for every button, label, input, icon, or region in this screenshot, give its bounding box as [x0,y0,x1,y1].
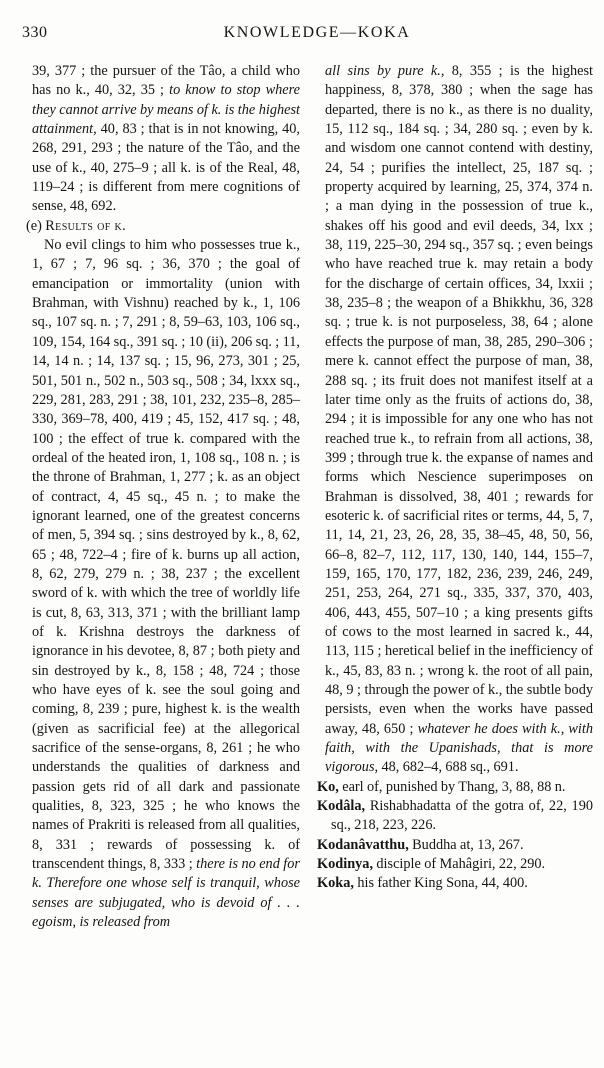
entry-headword: Kodâla, [317,798,366,815]
text-run: 8, 355 ; is the highest happiness, 8, 378, 380 ; when the sage has departed, there is no k., as there is no duality, 15, 112 sq., 184 sq. ; 34, 280 sq. ; even by k. and wisdom one cannot contend with destiny, 24, 54 ; purifies the intellect, 25, 187 sq. ; property acquired by learning, 25, 374, 374 n. ; a man dying in the possession of true k., shakes off his good and evil deeds, 34, lxx ; 38, 119, 225–30, 294 sq., 357 sq. ; even beings who have reached true k. may retain a body for the discharge of certain offices, 34, lxxii ; 38, 235–8 ; the weapon of a Bhikkhu, 36, 328 sq. ; true k. is not purposeless, 38, 64 ; alone effects the purpose of man, 38, 285, 290–306 ; mere k. cannot effect the purpose of man, 38, 288 sq. ; its fruit does not manifest itself at a later time only as the fruits of actions do, 38, 294 ; it is impossible for any one who has not reached true k., to refrain from all actions, 38, 399 ; through true k. the expanse of names and forms which Nescience superimposes on Brahman is dissolved, 38, 401 ; rewards for esoteric k. of sacrificial rites or terms, 44, 5, 7, 11, 14, 21, 23, 26, 28, 35, 38–45, 48, 50, 56, 66–8, 82–7, 112, 117, 130, 140, 144, 155–7, 159, 165, 170, 177, 182, 236, 239, 246, 249, 251, 253, 264, 271 sq., 335, 337, 370, 403, 406, 443, 455, 507–10 ; a king presents gifts of cows to the most learned in sacred k., 44, 113, 115 ; heretical belief in the inefficiency of k., 45, 83, 83 n. ; wrong k. the root of all pain, 48, 9 ; through the power of k., the subtle body persists, even when the works have passed away, 48, 650 ; [325,63,593,737]
italic-quote: whatever he does with k., with faith, with the Upanishads, that is more vigorous, [325,720,594,776]
page-header [22,24,582,46]
entry-headword: Kodinya, [317,856,374,873]
entry-text: Buddha at, 13, 267. [412,836,524,853]
entry-headword: Kodanâvatthu, [317,836,409,853]
entry-text: Rishabhadatta of the gotra of, 22, 190 sq., 218, 223, 226. [331,798,594,834]
entry-text: earl of, punished by Thang, 3, 88, 88 n. [342,778,566,795]
section-title: Results of k. [45,217,127,234]
index-entry [317,797,593,836]
results-paragraph [24,236,300,932]
text-run: 40, 83 ; that is in not knowing, 40, 268, 291, 293 ; the nature of the Tâo, and the use of k., 40, 275–9 ; all k. is of the Real, 48, 119–24 ; is different from mere cognitions of sense, 48, 692. [32,121,300,215]
entry-headword: Ko, [317,778,339,795]
text-run: 39, 377 ; the pursuer of the Tâo, a child who has no k., 40, 32, 35 ; [32,63,300,99]
italic-quote: all sins by pure k., [325,63,445,79]
left-column [24,62,300,932]
index-entry [317,874,593,893]
index-entry [317,836,593,855]
text-run: No evil clings to him who possesses true k., 1, 67 ; 7, 96 sq. ; 36, 370 ; the goal of emancipation or immortality (union with Brahman, with Vishnu) reached by k., 1, 106 sq., 107 sq. n. ; 7, 291 ; 8, 59–63, 103, 106 sq., 109, 154, 164 sq., 391 sq. ; 10 (ii), 206 sq. ; 11, 14, 14 n. ; 14, 137 sq. ; 15, 96, 273, 301 ; 25, 501, 501 n., 502 n., 503 sq., 508 ; 34, lxxx sq., 229, 281, 283, 291 ; 38, 101, 232, 235–8, 285–330, 369–78, 400, 419 ; 45, 152, 417 sq. ; 48, 100 ; the effect of true k. compared with the ordeal of the heated iron, 1, 108 sq., 108 n. ; is the throne of Brahman, 1, 277 ; k. as an object of contract, 4, 45 sq., 45 n. ; to make the ignorant learned, one of the greatest concerns of men, 5, 394 sq. ; sins destroyed by k., 8, 62, 65 ; 48, 722–4 ; fire of k. burns up all action, 8, 62, 279, 279 n. ; 38, 237 ; the excellent sword of k. with which the tree of worldly life is cut, 8, 63, 313, 371 ; with the brilliant lamp of k. Krishna destroys the darkness of ignorance in his devotee, 8, 87 ; both piety and sin destroyed by k., 8, 158 ; 48, 724 ; those who have eyes of k. see the soul going and coming, 8, 239 ; pure, highest k. is the wealth (given as sacrificial fee) at the allegorical sacrifice of the sense-organs, 8, 261 ; he who understands the qualities of darkness and passion gets rid of all dark and passionate qualities, 8, 323, 325 ; he who knows the names of Prakriti is released from all qualities, 8, 331 ; rewards of possessing k. of transcendent things, 8, 333 ; [32,237,300,873]
entry-text: his father King Sona, 44, 400. [357,875,528,892]
results-continuation [317,62,593,778]
right-column [317,62,593,894]
entry-text: disciple of Mahâgiri, 22, 290. [376,856,546,873]
knowledge-continuation [24,62,300,217]
section-heading-results [24,217,300,236]
index-entry [317,778,593,797]
page-number: 330 [22,24,48,41]
running-head: KNOWLEDGE—KOKA [223,24,411,41]
italic-quote: to know to stop where they cannot arrive by means of k. is the highest attainment, [32,82,300,138]
italic-quote: there is no end for k. Therefore one whose self is tranquil, whose senses are subjugated, who is devoid of . . . egoism, is released from [32,856,300,931]
text-run: 48, 682–4, 688 sq., 691. [381,759,519,776]
index-entry [317,855,593,874]
section-label: (e) [26,217,42,234]
entry-headword: Koka, [317,875,354,892]
